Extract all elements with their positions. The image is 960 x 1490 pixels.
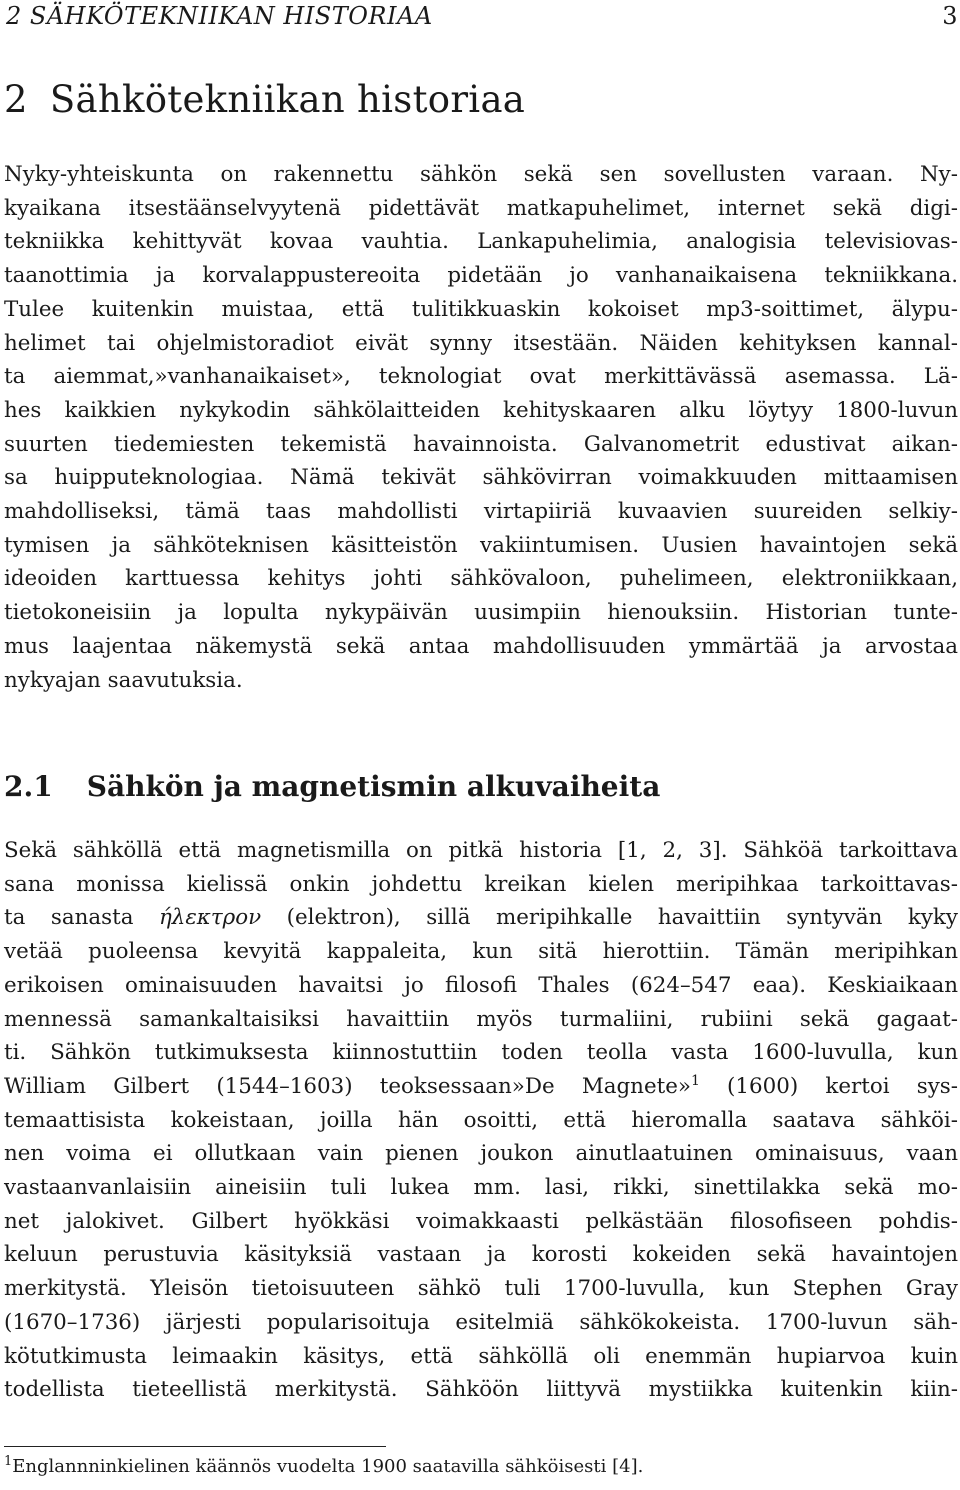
- text-line: vetää puoleensa kevyitä kappaleita, kun sitä hierottiin. Tämän meripihkan: [4, 939, 958, 965]
- text-line: ideoiden karttuessa kehitys johti sähkövaloon, puhelimeen, elektroniikkaan,: [4, 566, 958, 592]
- text-line: ta aiemmat,»vanhanaikaiset», teknologiat ovat merkittävässä asemassa. Lä-: [4, 364, 958, 390]
- text-line: erikoisen ominaisuuden havaitsi jo filosofi Thales (624–547 eaa). Keskiaikaan: [4, 972, 958, 998]
- text-line-footnote-ref: [4, 1070, 958, 1104]
- text-line: tietokoneisiin ja lopulta nykypäivän uusimpiin hienouksiin. Historian tunte-: [4, 600, 958, 626]
- text-line: kötutkimusta leimaakin käsitys, että sähköllä oli enemmän hupiarvoa kuin: [4, 1343, 958, 1369]
- footnote-reference[interactable]: 1: [690, 1072, 700, 1089]
- text-line: todellista tieteellistä merkitystä. Sähköön liittyvä mystiikka kuitenkin kiin-: [4, 1377, 958, 1403]
- section-number: 2.1: [4, 770, 53, 803]
- text-line: temaattisista kokeistaan, joilla hän osoitti, että hieromalla saatava sähköi-: [4, 1107, 958, 1133]
- running-header: [6, 2, 958, 42]
- footnote-mark: 1: [4, 1454, 13, 1469]
- chapter-heading: [4, 78, 525, 121]
- text-line: mus laajentaa näkemystä sekä antaa mahdollisuuden ymmärtää ja arvostaa: [4, 633, 958, 659]
- text-line: mennessä samankaltaisiksi havaittiin myös turmaliini, rubiini sekä gagaat-: [4, 1006, 958, 1032]
- text-line: (1670–1736) järjesti popularisoituja esitelmiä sähkökokeista. 1700-luvun säh-: [4, 1309, 958, 1335]
- text-fragment: (elektron), sillä meripihkalle havaittiin syntyvän kyky: [261, 905, 958, 931]
- text-line-greek: [4, 901, 958, 935]
- text-line: tekniikka kehittyvät kovaa vauhtia. Lankapuhelimia, analogisia televisiovas-: [4, 229, 958, 255]
- text-line: merkitystä. Yleisön tietoisuuteen sähkö tuli 1700-luvulla, kun Stephen Gray: [4, 1276, 958, 1302]
- text-line: nen voima ei ollutkaan vain pienen joukon ainutlaatuinen ominaisuus, vaan: [4, 1141, 958, 1167]
- text-line: mahdolliseksi, tämä taas mahdollisti virtapiiriä kuvaavien suureiden selkiy-: [4, 499, 958, 525]
- footnote-text: Englannninkielinen käännös vuodelta 1900 saatavilla sähköisesti [4].: [12, 1456, 644, 1477]
- text-line: sana monissa kielissä onkin johdettu kreikan kielen meripihkaa tarkoittavas-: [4, 871, 958, 897]
- text-fragment: William Gilbert (1544–1603) teoksessaan»De Magnete»: [4, 1073, 691, 1099]
- footnote: [4, 1455, 643, 1479]
- greek-word: ήλεκτρον: [158, 905, 262, 931]
- text-line: hes kaikkien nykykodin sähkölaitteiden kehityskaaren alku löytyy 1800-luvun: [4, 397, 958, 423]
- text-line: nykyajan saavutuksia.: [4, 667, 243, 693]
- section-heading: [4, 770, 660, 803]
- text-line: taanottimia ja korvalappustereoita pidetään jo vanhanaikaisena tekniikkana.: [4, 263, 958, 289]
- section-paragraph: [4, 834, 958, 1407]
- text-line: Sekä sähköllä että magnetismilla on pitkä historia [1, 2, 3]. Sähköä tarkoittava: [4, 838, 958, 863]
- chapter-number: 2: [4, 78, 28, 121]
- text-line: Tulee kuitenkin muistaa, että tulitikkuaskin kokoiset mp3-soittimet, älypu-: [4, 296, 958, 322]
- text-fragment: ta sanasta: [4, 905, 159, 931]
- chapter-title: Sähkötekniikan historiaa: [49, 78, 526, 121]
- text-line: sa huipputeknologiaa. Nämä tekivät sähkövirran voimakkuuden mittaamisen: [4, 465, 958, 491]
- text-line: vastaanvanlaisiin aineisiin tuli lukea mm. lasi, rikki, sinettilakka sekä mo-: [4, 1175, 958, 1201]
- text-line: kyaikana itsestäänselvyytenä pidettävät matkapuhelimet, internet sekä digi-: [4, 195, 958, 221]
- text-line: ti. Sähkön tutkimuksesta kiinnostuttiin toden teolla vasta 1600-luvulla, kun: [4, 1040, 958, 1066]
- page-number: 3: [942, 2, 958, 30]
- intro-paragraph: [4, 158, 958, 697]
- text-line: suurten tiedemiesten tekemistä havainnoista. Galvanometrit edustivat aikan-: [4, 431, 958, 457]
- text-line: tymisen ja sähköteknisen käsitteistön vakiintumisen. Uusien havaintojen sekä: [4, 532, 958, 558]
- text-line: net jalokivet. Gilbert hyökkäsi voimakkaasti pelkästään filosofiseen pohdis-: [4, 1208, 958, 1234]
- section-title: Sähkön ja magnetismin alkuvaiheita: [86, 770, 661, 803]
- text-line: keluun perustuvia käsityksiä vastaan ja korosti kokeiden sekä havaintojen: [4, 1242, 958, 1268]
- text-fragment: (1600) kertoi sys-: [699, 1073, 958, 1099]
- text-line: helimet tai ohjelmistoradiot eivät synny itsestään. Näiden kehityksen kannal-: [4, 330, 958, 356]
- text-line: Nyky-yhteiskunta on rakennettu sähkön sekä sen sovellusten varaan. Ny-: [4, 162, 958, 187]
- footnote-divider: [4, 1446, 386, 1447]
- running-title: 2 SÄHKÖTEKNIIKAN HISTORIAA: [6, 2, 433, 30]
